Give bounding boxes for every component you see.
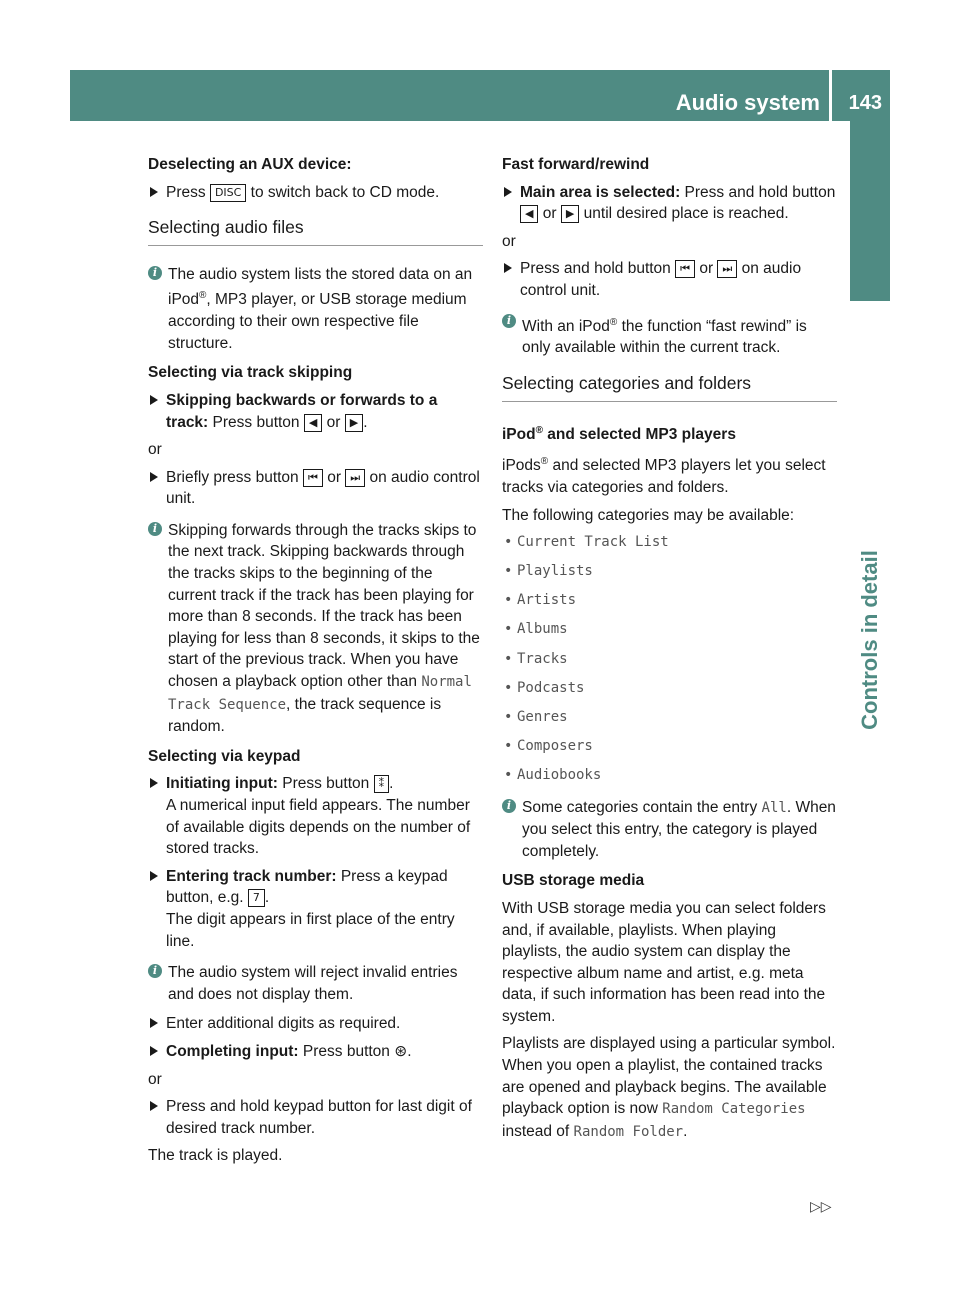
page-header — [70, 70, 890, 121]
left-arrow-key-icon: ◀ — [520, 205, 538, 223]
disc-key-icon: DISC — [210, 184, 246, 202]
ipod-text: iPods® and selected MP3 players let you select tracks via categories and folders. — [502, 456, 826, 496]
section-heading-categories: Selecting categories and folders — [502, 373, 837, 402]
subheading-keypad: Selecting via keypad — [148, 747, 301, 765]
or-text: or — [148, 1070, 162, 1088]
skip-back-icon: ⏮ — [303, 469, 323, 487]
usb-text: With USB storage media you can select folders and, if available, playlists. When playing playlists, the audio system can display the respective album name and artist, e.g. meta data, if such information has been read into the system. — [502, 899, 826, 1025]
subheading-usb: USB storage media — [502, 872, 645, 890]
list-item: • Albums — [502, 619, 837, 641]
page-number: 143 — [848, 92, 882, 114]
info-icon: i — [502, 314, 516, 328]
step-ff-control: Press and hold button ⏮ or ⏭ on audio control unit. — [502, 258, 837, 301]
list-item: • Composers — [502, 736, 837, 758]
skip-forward-icon: ⏭ — [345, 469, 365, 487]
left-column — [148, 150, 483, 1173]
step-deselect: Press DISC to switch back to CD mode. — [148, 182, 483, 204]
step-initiate: Initiating input: Press button ⁑ . A numerical input field appears. The number of available digits depends on the number of stored tracks. — [148, 773, 483, 859]
list-item: • Playlists — [502, 561, 837, 583]
or-text: or — [148, 441, 162, 459]
step-enter-number: Entering track number: Press a keypad button, e.g. 7 . The digit appears in first place of the entry line. — [148, 866, 483, 952]
or-text: or — [502, 232, 516, 250]
info-note: i Some categories contain the entry All. When you select this entry, the category is played completely. — [502, 797, 837, 863]
side-tab — [850, 121, 890, 301]
list-item: • Genres — [502, 707, 837, 729]
info-note: i The audio system lists the stored data on an iPod®, MP3 player, or USB storage medium according to their own respective file structure. — [148, 264, 483, 355]
subheading-track-skipping: Selecting via track skipping — [148, 364, 353, 382]
subheading-ipod: iPod® and selected MP3 players — [502, 424, 736, 443]
info-icon: i — [148, 266, 162, 280]
categories-intro: The following categories may be available: — [502, 506, 795, 524]
header-title: Audio system — [675, 90, 820, 115]
continue-arrows-icon: ▷▷ — [810, 1198, 832, 1214]
subheading-deselect: Deselecting an AUX device: — [148, 156, 352, 173]
step-complete: Completing input: Press button ⊛. — [148, 1041, 483, 1063]
list-item: • Artists — [502, 590, 837, 612]
info-note: i The audio system will reject invalid entries and does not display them. — [148, 962, 483, 1005]
info-note: i Skipping forwards through the tracks skips to the next track. Skipping backwards through the tracks skips to the beginning of the current track if the track has been playing for more than 8 seconds. If the track has been playing for less than 8 seconds, it skips to the start of the previous track. When you have chosen a playback option other than Normal Track Sequence, the track sequence is random. — [148, 520, 483, 738]
step-skip: Skipping backwards or forwards to a track: Press button ◀ or ▶ . — [148, 390, 483, 433]
step-briefly-press: Briefly press button ⏮ or ⏭ on audio control unit. — [148, 467, 483, 510]
step-additional: Enter additional digits as required. — [148, 1013, 483, 1035]
list-item: • Current Track List — [502, 532, 837, 554]
skip-forward-icon: ⏭ — [717, 260, 737, 278]
seven-key-icon: 7 — [248, 889, 265, 907]
section-heading-audio-files: Selecting audio files — [148, 217, 483, 246]
info-icon: i — [148, 964, 162, 978]
info-icon: i — [148, 522, 162, 536]
skip-back-icon: ⏮ — [675, 260, 695, 278]
right-column — [502, 150, 837, 1149]
list-item: • Podcasts — [502, 678, 837, 700]
category-list — [502, 532, 837, 786]
list-item: • Tracks — [502, 649, 837, 671]
ok-key-icon: ⊛ — [394, 1042, 408, 1060]
right-arrow-key-icon: ▶ — [561, 205, 579, 223]
right-arrow-key-icon: ▶ — [345, 414, 363, 432]
info-note: i With an iPod® the function “fast rewind” is only available within the current track. — [502, 312, 837, 359]
step-ff-main: Main area is selected: Press and hold button ◀ or ▶ until desired place is reached. — [502, 182, 837, 225]
header-separator — [829, 70, 832, 121]
info-icon: i — [502, 799, 516, 813]
step-hold: Press and hold keypad button for last digit of desired track number. — [148, 1096, 483, 1139]
playlist-text: Playlists are displayed using a particular symbol. When you open a playlist, the contained tracks are opened and playback begins. The available playback option is now Random Categories instead of Random Folder. — [502, 1035, 836, 1140]
hash-key-icon: ⁑ — [374, 775, 390, 793]
subheading-fast-forward: Fast forward/rewind — [502, 156, 650, 173]
side-section-label: Controls in detail — [857, 550, 882, 730]
list-item: • Audiobooks — [502, 765, 837, 787]
played-text: The track is played. — [148, 1147, 283, 1165]
left-arrow-key-icon: ◀ — [304, 414, 322, 432]
